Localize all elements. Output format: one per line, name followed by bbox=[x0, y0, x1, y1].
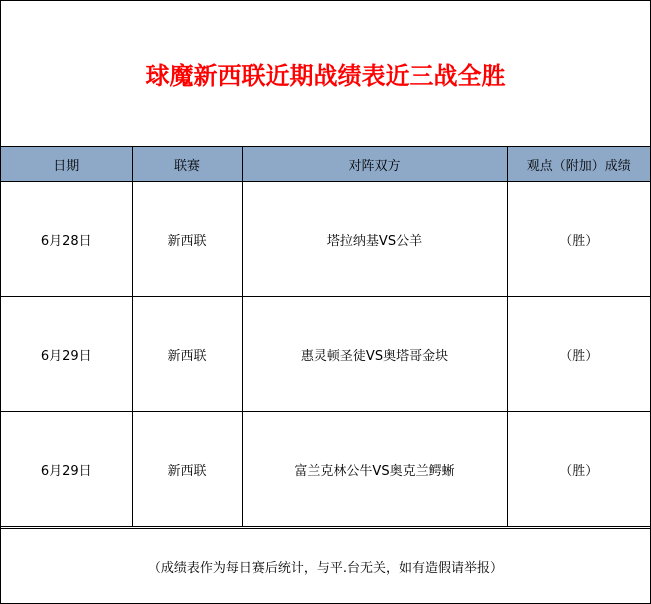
table-row bbox=[1, 297, 650, 412]
cell-result: （胜） bbox=[507, 412, 650, 527]
cell-league: 新西联 bbox=[132, 297, 242, 412]
cell-date: 6月28日 bbox=[1, 182, 132, 297]
results-table bbox=[1, 146, 650, 527]
cell-date: 6月29日 bbox=[1, 297, 132, 412]
table-row bbox=[1, 412, 650, 527]
cell-result: （胜） bbox=[507, 297, 650, 412]
cell-league: 新西联 bbox=[132, 182, 242, 297]
table-row bbox=[1, 182, 650, 297]
header-result: 观点（附加）成绩 bbox=[507, 147, 650, 182]
cell-league: 新西联 bbox=[132, 412, 242, 527]
footer-note: （成绩表作为每日赛后统计，与平.台无关，如有造假请举报） bbox=[1, 528, 650, 604]
header-league: 联赛 bbox=[132, 147, 242, 182]
cell-match: 惠灵顿圣徒VS奥塔哥金块 bbox=[242, 297, 507, 412]
page-title: 球魔新西联近期战绩表近三战全胜 bbox=[145, 61, 506, 90]
header-date: 日期 bbox=[1, 147, 132, 182]
cell-date: 6月29日 bbox=[1, 412, 132, 527]
cell-result: （胜） bbox=[507, 182, 650, 297]
header-match: 对阵双方 bbox=[242, 147, 507, 182]
cell-match: 塔拉纳基VS公羊 bbox=[242, 182, 507, 297]
table-header-row bbox=[1, 147, 650, 182]
cell-match: 富兰克林公牛VS奥克兰鳄蜥 bbox=[242, 412, 507, 527]
